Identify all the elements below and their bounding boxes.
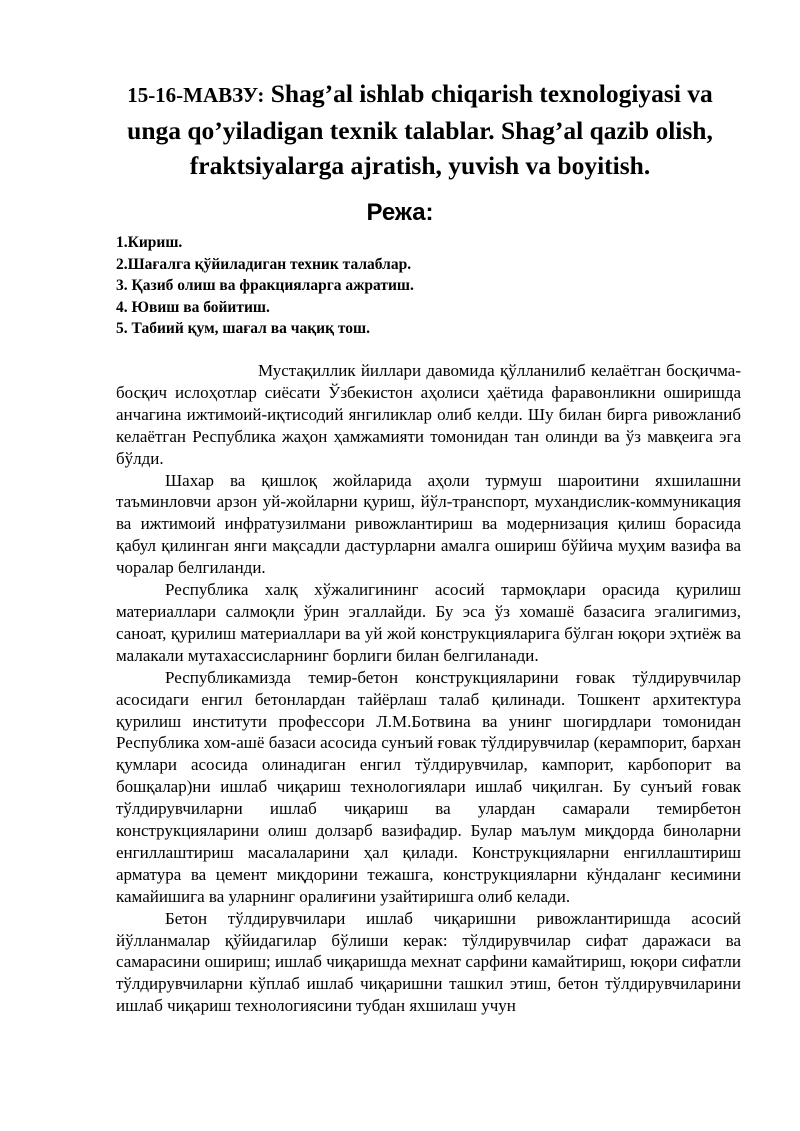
plan-item: 3. Қазиб олиш ва фракцияларга ажратиш. [116, 277, 414, 295]
plan-list [116, 232, 736, 340]
body-paragraph: Шахар ва қишлоқ жойларида аҳоли турмуш шароитини яхшилашни таъминловчи арзон уй-жойларни қуриш, йўл-транспорт, мухандислик-коммуникация ва ижтимоий инфратузилмани ривожлантириш ва модернизация қилиш борасида қабул қилинган янги мақсадли дастурларни амалга ошириш бўйича муҳим вазифа ва чоралар белгиланди. [116, 470, 741, 578]
plan-item: 2.Шағалга қўйиладиган техник талаблар. [116, 255, 412, 273]
plan-item: 5. Табиий қум, шағал ва чақиқ тош. [116, 320, 371, 338]
plan-item: 1.Кириш. [116, 234, 183, 251]
document-title [110, 76, 730, 183]
title-topic-number: 15-16-МАВЗУ: [127, 83, 265, 107]
document-body [116, 360, 741, 1017]
body-paragraph: Республикамизда темир-бетон конструкцияларини ғовак тўлдирувчилар асосидаги енгил бетонлардан тайёрлаш талаб қилинади. Тошкент архитектура қурилиш институти профессори Л.М.Ботвина ва унинг шогирдлари томонидан Республика хом-ашё базаси асосида сунъий ғовак тўлдирувчилар (керампорит, бархан қумлари асосида олинадиган енгил тўлдирувчилар, кампорит, карбопорит ва бошқалар)ни ишлаб чиқариш технологиялари ишлаб чиқилган. Бу сунъий ғовак тўлдирувчиларни ишлаб чиқариш ва улардан самарали темирбетон конструкцияларини олиш долзарб вазифадир. Булар маълум миқдорда биноларни енгиллаштириш масалаларини ҳал қилади. Конструкцияларни енгиллаштириш арматура ва цемент миқдорини тежашга, конструкцияларни кўндаланг кесимини камайишига ва уларнинг оралиғини узайтиришга олиб келади. [116, 667, 741, 906]
body-paragraph: Республика халқ хўжалигининг асосий тармоқлари орасида қурилиш материаллари салмоқли ўрин эгаллайди. Бу эса ўз хомашё базасига эгалигимиз, саноат, қурилиш материаллари ва уй жой конструкцияларига бўлган юқори эҳтиёж ва малакали мутахассисларнинг борлиги билан белгиланади. [116, 580, 741, 665]
title-topic-text: Shag’al ishlab chiqarish texnologiyasi va unga qo’yiladigan texnik talablar. Shag’al qazib olish, fraktsiyalarga ajratish, yuvish va boyitish. [127, 79, 713, 180]
body-paragraph: Бетон тўлдирувчилари ишлаб чиқаришни ривожлантиришда асосий йўлланмалар қўйидагилар бўлиши керак: тўлдирувчилар сифат даражаси ва самарасини ошириш; ишлаб чиқаришда мехнат сарфини камайтириш, юқори сифатли тўлдирувчиларни кўплаб ишлаб чиқаришни ташкил этиш, бетон тўлдирувчиларини ишлаб чиқариш технологиясини тубдан яхшилаш учун [116, 908, 741, 1016]
body-paragraph: Мустақиллик йиллари давомида қўлланилиб келаётган босқичма-босқич ислоҳотлар сиёсати Ўзбекистон аҳолиси ҳаётида фаравонликни оширишда анчагина ижтимоий-иқтисодий янгиликлар олиб келди. Шу билан бирга ривожланиб келаётган Республика жаҳон ҳамжамияти томонидан тан олинди ва ўз мавқеига эга бўлди. [116, 361, 741, 468]
plan-item: 4. Ювиш ва бойитиш. [116, 298, 270, 316]
plan-heading: Режа: [366, 199, 434, 226]
